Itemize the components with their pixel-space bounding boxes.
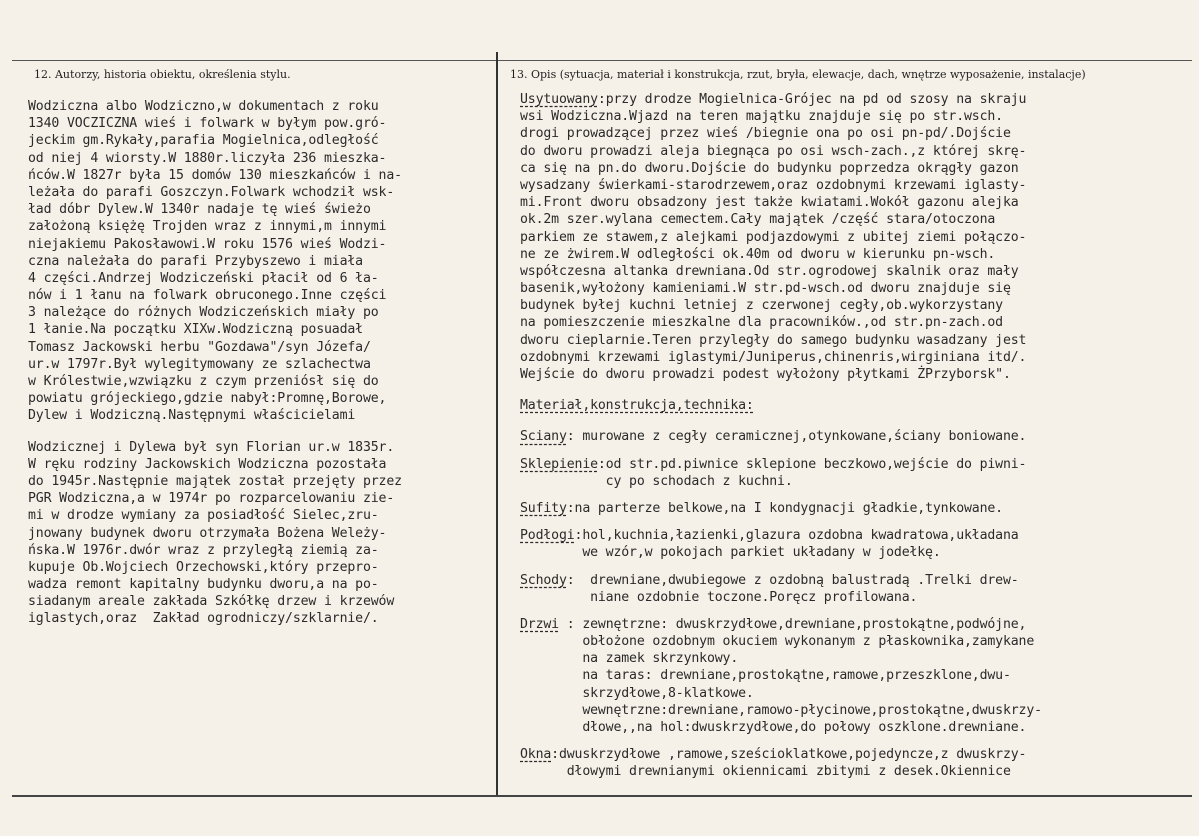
doors-line bbox=[520, 650, 1192, 667]
location-text: mi.Front dworu obsadzony jest także kwiatami.Wokół gazonu alejka bbox=[520, 195, 1019, 211]
location-line bbox=[520, 366, 1192, 383]
history-line: Wodziczna albo Wodziczno,w dokumentach z roku bbox=[28, 99, 379, 114]
history-line: niejakiemu Pakosławowi.W roku 1576 wieś Wodzi- bbox=[28, 236, 387, 252]
walls-text: : murowane z cegły ceramicznej,otynkowane,ściany boniowane. bbox=[566, 429, 1027, 445]
floors-line bbox=[520, 544, 1192, 561]
history-line: ład dóbr Dylew.W 1340r nadaje tę wieś świeżo bbox=[28, 202, 371, 218]
location-line bbox=[520, 349, 1192, 366]
history-line: ur.w 1797r.Był wylegitymowany ze szlachectwa bbox=[28, 356, 371, 372]
history-line: leżała do parafi Goszczyn.Folwark wchodził wsk- bbox=[28, 184, 395, 200]
ceilings-term: Sufity bbox=[520, 500, 567, 516]
spacer bbox=[520, 606, 1192, 616]
location-line bbox=[520, 91, 1192, 108]
spacer bbox=[520, 446, 1192, 456]
doors-line bbox=[520, 667, 1192, 684]
doors-text: : zewnętrzne: dwuskrzydłowe,drewniane,prostokątne,podwójne, bbox=[558, 616, 1027, 632]
history-line: 3 należące do różnych Wodziczeńskich miały po bbox=[28, 305, 379, 321]
ceilings-line bbox=[520, 500, 1192, 517]
term-label: Usytuowany bbox=[520, 92, 598, 107]
location-text: wsi Wodziczna.Wjazd na teren majątku znajduje się po str.wsch. bbox=[520, 109, 1003, 125]
location-text: ne ze żwirem.W odległości ok.40m od dworu w kierunku pn-wsch. bbox=[520, 246, 996, 262]
vaults-line bbox=[520, 456, 1192, 473]
materials-heading bbox=[520, 397, 1192, 414]
location-line bbox=[520, 246, 1192, 263]
stairs-line bbox=[520, 589, 1192, 606]
history-line: założoną księżę Trojden wraz z innymi,m innymi bbox=[28, 219, 387, 235]
location-text: drogi prowadzącej przez wieś /biegnie ona po osi pn-pd/.Dojście bbox=[520, 126, 1011, 142]
history-line: Tomasz Jackowski herbu "Gozdawa"/syn Józefa/ bbox=[28, 339, 371, 355]
history-line: W ręku rodziny Jackowskich Wodziczna pozostała bbox=[28, 456, 387, 472]
location-text: współczesna altanka drewniana.Od str.ogrodowej skalnik oraz mały bbox=[520, 263, 1019, 279]
doors-line bbox=[520, 633, 1192, 650]
section-13-label: 13. Opis (sytuacja, materiał i konstrukcja, rzut, bryła, elewacje, dach, wnętrze wyposażenie, instalacje) bbox=[510, 68, 1086, 81]
history-line: Dylew i Wodziczną.Następnymi właścicielami bbox=[28, 408, 356, 424]
location-line bbox=[520, 125, 1192, 142]
spacer bbox=[520, 781, 1192, 791]
description-text-column bbox=[520, 91, 1192, 791]
history-line: PGR Wodziczna,a w 1974r po rozparcelowaniu zie- bbox=[28, 491, 395, 507]
doors-text: dłowe,,na hol:dwuskrzydłowe,do połowy oszklone.drewniane. bbox=[520, 720, 1027, 735]
doors-text: skrzydłowe,8-klatkowe. bbox=[520, 685, 754, 701]
materials-heading-text: Materiał,konstrukcja,technika: bbox=[520, 398, 754, 414]
floors-term: Podłogi bbox=[520, 528, 575, 544]
history-line: kupuje Ob.Wojciech Orzechowski,który przepro- bbox=[28, 559, 379, 575]
windows-term: Okna bbox=[520, 747, 552, 763]
history-line: ńska.W 1976r.dwór wraz z przyległą ziemią za- bbox=[28, 542, 379, 558]
location-text: dworu cieplarnie.Teren przyległy do samego budynku wasadzany jest bbox=[520, 332, 1027, 348]
section-12-label: 12. Autorzy, historia obiektu, określenia stylu. bbox=[34, 68, 291, 81]
vaults-text: cy po schodach z kuchni. bbox=[520, 473, 793, 489]
location-text: budynek byłej kuchni letniej z czerwonej cegły,ob.wykorzystany bbox=[520, 298, 1003, 314]
location-line bbox=[520, 211, 1192, 228]
history-line: czna należała do parafi Przybyszewo i miała bbox=[28, 253, 363, 269]
doors-text: na zamek skrzynkowy. bbox=[520, 651, 739, 667]
location-text: Wejście do dworu prowadzi podest wyłożony płytkami ŻPrzyborsk". bbox=[520, 367, 1011, 382]
location-text: basenik,wyłożony kamieniami.W str.pd-wsch.od dworu znajduje się bbox=[520, 281, 1011, 297]
windows-text: :dwuskrzydłowe ,ramowe,sześcioklatkowe,pojedyncze,z dwuskrzy- bbox=[551, 747, 1027, 763]
location-line bbox=[520, 177, 1192, 194]
history-line: w Królestwie,wzwiązku z czym przeniósł się do bbox=[28, 374, 379, 389]
spacer bbox=[520, 517, 1192, 527]
location-text: parkiem ze stawem,z alejkami podjazdowymi z ubitej ziemi połączo- bbox=[520, 229, 1027, 245]
floors-text: :hol,kuchnia,łazienki,glazura ozdobna kwadratowa,układana bbox=[574, 528, 1019, 544]
location-text: na pomieszczenie mieszkalne dla pracowników.,od str.pn-zach.od bbox=[520, 315, 1003, 331]
history-line: iglastych,oraz Zakład ogrodniczy/szklarnie/. bbox=[28, 611, 379, 627]
history-line: wadza remont kapitalny budynku dworu,a na po- bbox=[28, 577, 379, 593]
doors-term: Drzwi bbox=[520, 616, 559, 632]
vaults-term: Sklepienie bbox=[520, 456, 598, 472]
location-line bbox=[520, 194, 1192, 211]
doors-text: obłożone ozdobnym okuciem wykonanym z płaskownika,zamykane bbox=[520, 634, 1035, 650]
stairs-text: niane ozdobnie toczone.Poręcz profilowana. bbox=[520, 589, 918, 605]
doors-text: na taras: drewniane,prostokątne,ramowe,przeszklone,dwu- bbox=[520, 668, 1011, 684]
history-line: Wodzicznej i Dylewa był syn Florian ur.w 1835r. bbox=[28, 439, 395, 455]
history-line: 1340 VOCZICZNA wieś i folwark w byłym pow.gró- bbox=[28, 116, 387, 132]
location-text: ca się na pn.do dworu.Dojście do budynku poprzedza okrągły gazon bbox=[520, 160, 1019, 176]
history-line: ńców.W 1827r była 15 domów 130 mieszkańców i na- bbox=[28, 167, 402, 183]
location-text: ok.2m szer.wylana cemectem.Cały majątek /część stara/otoczona bbox=[520, 212, 996, 228]
doors-text: wewnętrzne:drewniane,ramowo-płycinowe,prostokątne,dwuskrzy- bbox=[520, 702, 1042, 718]
location-line bbox=[520, 229, 1192, 246]
location-line bbox=[520, 160, 1192, 177]
stairs-term: Schody bbox=[520, 572, 567, 588]
history-line: mi w drodze wymiany za posiadłość Sielec,zru- bbox=[28, 508, 379, 524]
spacer bbox=[520, 562, 1192, 572]
history-line: siadanym areale zakłada Szkółkę drzew i krzewów bbox=[28, 594, 395, 610]
location-text: ozdobnymi krzewami iglastymi/Juniperus,chinenris,wirginiana itd/. bbox=[520, 349, 1027, 365]
location-line bbox=[520, 297, 1192, 314]
windows-line bbox=[520, 763, 1192, 780]
top-rule bbox=[12, 60, 1192, 61]
location-text: do dworu prowadzi aleja biegnąca po osi wsch-zach.,z której skrę- bbox=[520, 143, 1027, 159]
doors-line bbox=[520, 719, 1192, 736]
history-line: 1 łanie.Na początku XIXw.Wodziczną posuadał bbox=[28, 322, 363, 338]
spacer bbox=[520, 383, 1192, 397]
history-line: jeckim gm.Rykały,parafia Mogielnica,odległość bbox=[28, 133, 379, 149]
location-line bbox=[520, 108, 1192, 125]
spacer bbox=[520, 736, 1192, 746]
doors-line bbox=[520, 616, 1192, 633]
location-text: :przy drodze Mogielnica-Grójec na pd od szosy na skraju bbox=[597, 92, 1027, 107]
location-text: wysadzany świerkami-starodrzewem,oraz ozdobnymi krzewami iglasty- bbox=[520, 177, 1027, 193]
location-line bbox=[520, 314, 1192, 331]
location-line bbox=[520, 143, 1192, 160]
location-line bbox=[520, 280, 1192, 297]
floors-line bbox=[520, 527, 1192, 544]
walls-term: Sciany bbox=[520, 429, 567, 445]
doors-line bbox=[520, 685, 1192, 702]
bottom-rule bbox=[12, 795, 1192, 797]
stairs-text: : drewniane,dwubiegowe z ozdobną balustradą .Trelki drew- bbox=[566, 572, 1019, 588]
history-line: nów i 1 łanu na folwark obruconego.Inne części bbox=[28, 288, 387, 304]
history-line: 4 części.Andrzej Wodziczeński płacił od 6 ła- bbox=[28, 270, 379, 286]
history-line: od niej 4 wiorsty.W 1880r.liczyła 236 mieszka- bbox=[28, 150, 387, 166]
stairs-line bbox=[520, 572, 1192, 589]
spacer bbox=[520, 414, 1192, 428]
history-text-column bbox=[28, 98, 494, 628]
vaults-line bbox=[520, 473, 1192, 490]
location-line bbox=[520, 263, 1192, 280]
walls-line bbox=[520, 428, 1192, 445]
ceilings-text: :na parterze belkowe,na I kondygnacji gładkie,tynkowane. bbox=[566, 500, 1003, 516]
windows-line bbox=[520, 746, 1192, 763]
column-divider bbox=[496, 52, 498, 797]
history-line: powiatu grójeckiego,gdzie nabył:Promnę,Borowe, bbox=[28, 391, 387, 407]
location-line bbox=[520, 332, 1192, 349]
spacer bbox=[520, 490, 1192, 500]
history-line: do 1945r.Następnie majątek został przejęty przez bbox=[28, 473, 402, 489]
floors-text: we wzór,w pokojach parkiet układany w jodełkę. bbox=[520, 545, 941, 561]
spacer bbox=[28, 425, 494, 439]
windows-text: dłowymi drewnianymi okiennicami zbitymi z desek.Okiennice bbox=[520, 764, 1011, 780]
doors-line bbox=[520, 702, 1192, 719]
vaults-text: :od str.pd.piwnice sklepione beczkowo,wejście do piwni- bbox=[597, 456, 1027, 472]
history-line: jnowany budynek dworu otrzymała Bożena Weleży- bbox=[28, 525, 387, 541]
